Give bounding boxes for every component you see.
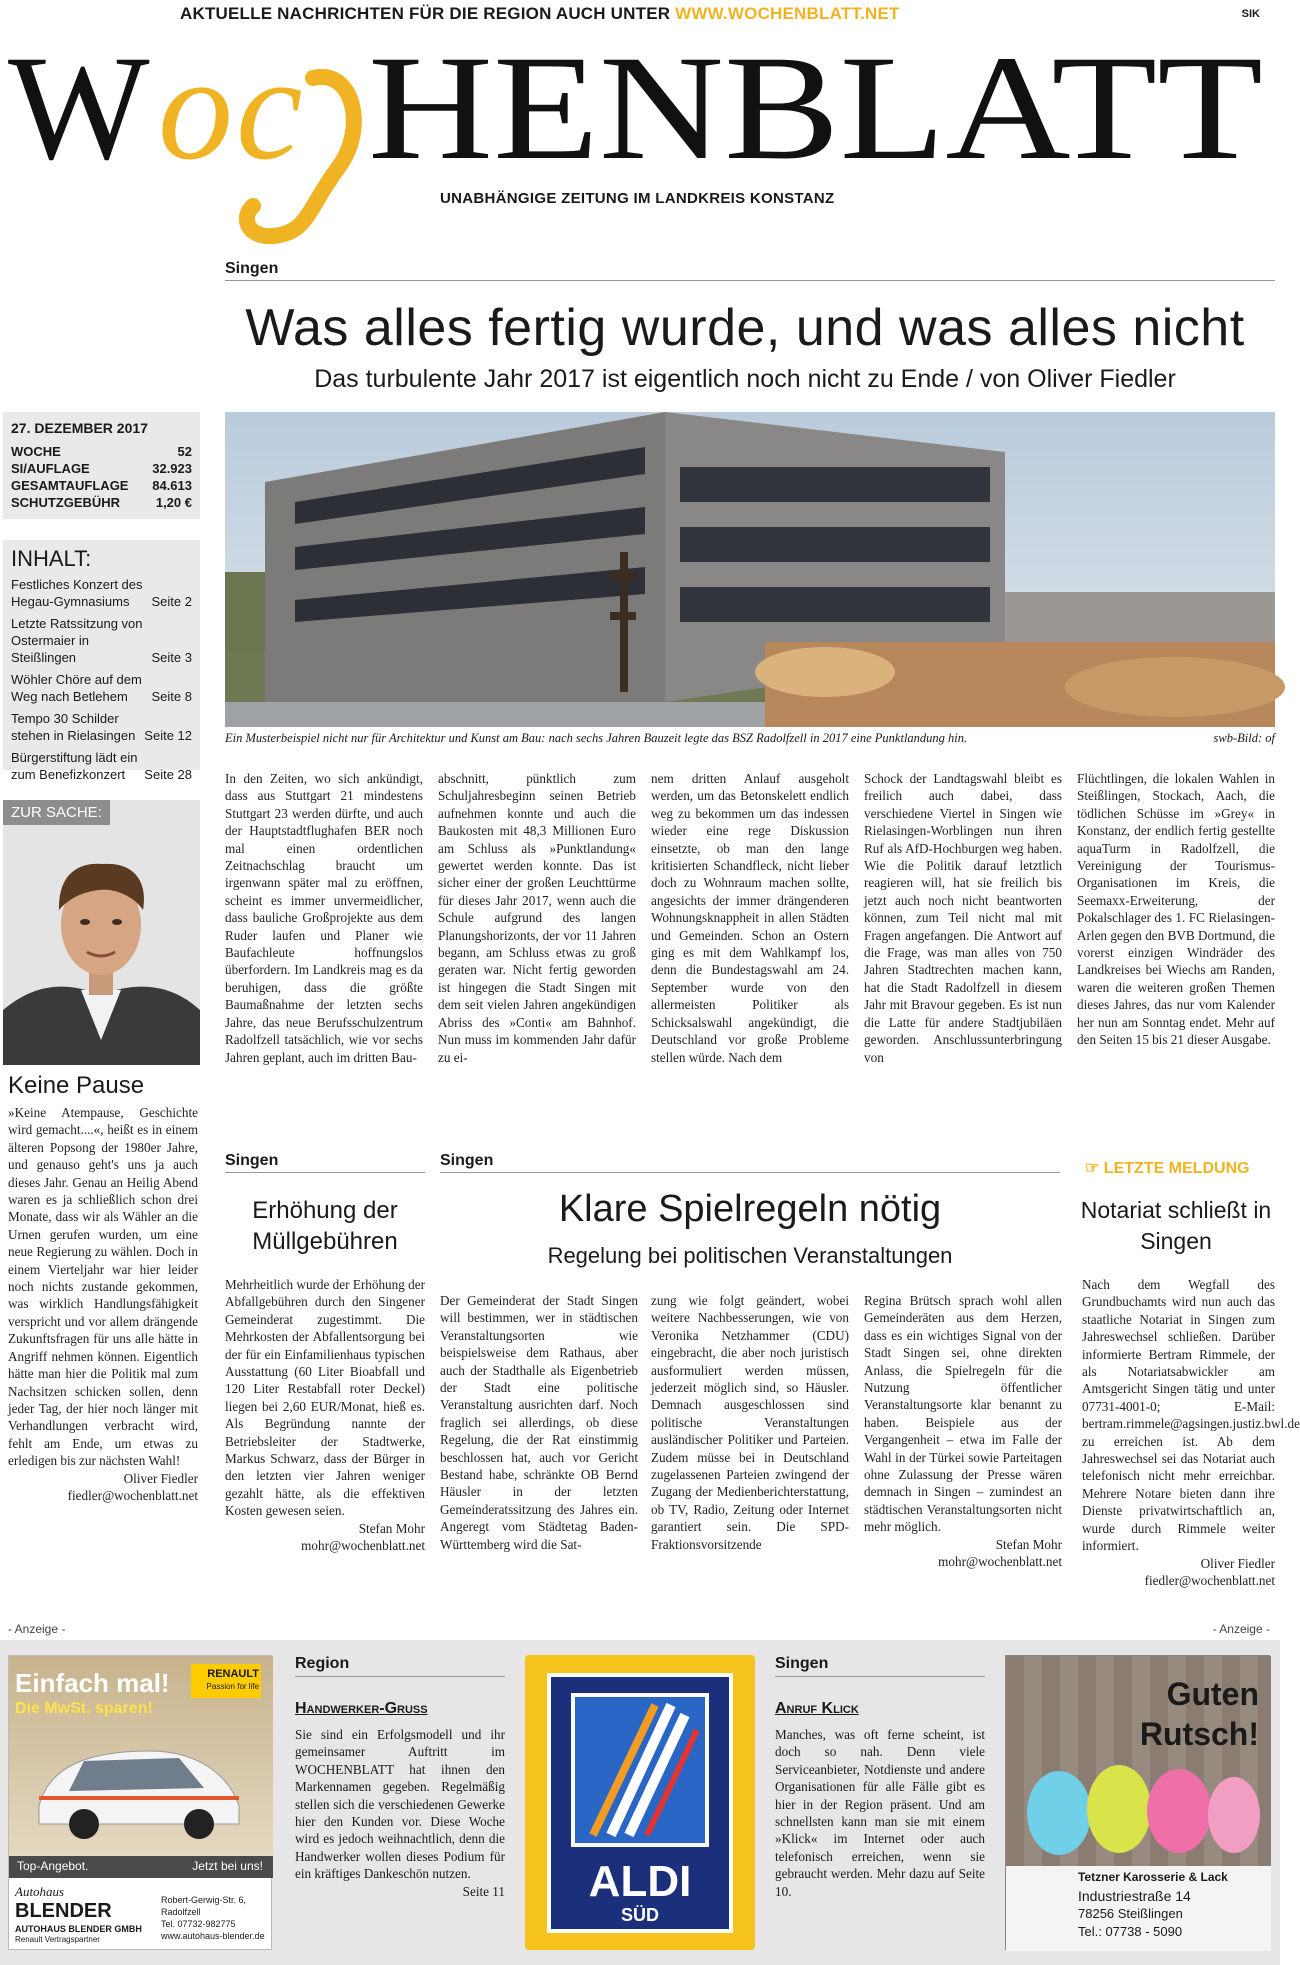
muell-body (225, 1276, 425, 1616)
lead-photo (225, 412, 1275, 727)
tetzner-headline-1: Guten (1166, 1676, 1259, 1712)
logo-letter-w: W (8, 25, 150, 191)
lead-subhead: Das turbulente Jahr 2017 ist eigentlich noch nicht zu Ende / von Oliver Fiedler (314, 365, 1176, 393)
notariat-body (1082, 1276, 1300, 1616)
logo-letters-rest: HENBLATT (368, 25, 1263, 191)
lead-column: abschnitt, pünktlich zum Schuljahresbeginn seinen Betrieb aufnehmen konnte und auch die Baukosten mit 48,3 Millionen Euro am Schluss als »Punktlandung« gewertet werden konnte. Das ist sicher einer der großen Leuchttürme für dieses Jahr 2017, wenn auch die Schule aufgrund des langen Planungshorizonts, der vor 11 Jahren begann, am Schluss etwas zu groß geraten war. Nicht fertig geworden ist hingegen die Stadt Singen mit dem seit vielen Jahren angekündigen Abriss des »Conti« am Bahnhof. Nun muss im kommenden Jahr dafür zu ei- (438, 771, 636, 1065)
lead-column: nem dritten Anlauf ausgeholt werden, um das Betonskelett endlich weg zu bekommen um das indessen wieder eine rege Diskussion einsetzte, ob man den lange kritisierten Schandfleck, nicht lieber doch zu Wohnraum machen sollte, angesichts der immer drängenderen Wohnungsknappheit in allen Städten und Gemeinden. Schon an Ostern ging es mit dem Wahlkampf los, denn die Bundestagswahl am 24. September wurde von den allermeisten Politiker als Schicksalswahl angekündigt, die Deutschland vor große Probleme stellen würde. Nach dem (651, 771, 849, 1065)
dealer-contact: Robert-Gerwig-Str. 6, Radolfzell Tel. 07732-982775 www.autohaus-blender.de (161, 1895, 265, 1941)
masthead-tagline: UNABHÄNGIGE ZEITUNG IM LANDKREIS KONSTANZ (440, 190, 835, 207)
topline-text: AKTUELLE NACHRICHTEN FÜR DIE REGION AUCH UNTER (180, 4, 671, 23)
section-divider (775, 1676, 985, 1677)
handwerker-page[interactable]: Seite 11 (462, 1883, 505, 1899)
author-portrait (3, 800, 200, 1065)
section-label-region: Region (295, 1655, 350, 1672)
section-label-singen: Singen (225, 260, 279, 277)
commentary-text: »Keine Atempause, Geschichte wird gemacht....«, heißt es in einem älteren Popsong der 1980er Jahre, und genauso geht's uns ja auch dieses Jahr. Genau an Heilig Abend waren es ja schließlich schon drei Monate, dass wir als Wähler an die Urnen gerufen wurden, um eine neue Regierung zu wählen. Doch in einem Vierteljahr war hier leider noch nichts zustande gekommen, was wirklich Handlungsfähigkeit verspricht und vor allem drängende Zukunftsfragen für uns alle hätte in Angriff nehmen können. Eigentlich hätte man hier die Politik mal zum Nachsitzen schicken sollen, denn jeder Tag, der hier noch länger mit Verhandlungen verbracht wird, fehlt am Ende, um etwas zu erledigen bis zur nächsten Wahl! (8, 1105, 198, 1469)
notariat-author: Oliver Fiedler (1200, 1555, 1275, 1571)
commentary-body (8, 1104, 198, 1614)
tetzner-ad[interactable] (1005, 1655, 1270, 1950)
tetzner-city: 78256 Steißlingen (1078, 1906, 1183, 1921)
regeln-column: zung wie folgt geändert, wobei weitere Nachbesserungen, wie von Veronika Netzhammer (CDU) eingebracht, die aber noch juristisch ausformuliert werden müssen, jederzeit möglich sind, so Häusler. Demnach ausgeschlossen sind politische Veranstaltungen ausländischer Politiker und Parteien. Zudem müsse bei in Deutschland zugelassenen Parteien zwingend der Zugang der Medienberichterstattung, ob TV, Radio, Zeitung oder Internet garantiert sein. Die SPD-Fraktionsvorsitzende (651, 1293, 849, 1552)
regeln-column (864, 1292, 1062, 1612)
handwerker-body (295, 1726, 505, 1946)
logo-letter-o: o (158, 25, 233, 191)
commentary-tag: ZUR SACHE: (3, 800, 110, 825)
notariat-headline: Notariat schließt in Singen (1080, 1197, 1272, 1254)
aldi-region: SÜD (620, 1905, 659, 1925)
issue-date: 27. DEZEMBER 2017 (11, 420, 148, 436)
dealer-sub: Renault Vertragspartner (15, 1935, 100, 1944)
renault-badge-right: Jetzt bei uns! (192, 1859, 263, 1873)
lead-column: Flüchtlingen, die lokalen Wahlen in Steißlingen, Stockach, Aach, die tödlichen Schüsse im »Grey« in Konstanz, der endlich fertig gestellte aquaTurm in Radolfzell, die Vereinigung der Tourismus-Organisationen im Kreis, die Seemaxx-Erweiterung, der Pokalschlager des 1. FC Rielasingen-Arlen gegen den BVB Dortmund, die vorerst einzigen Windräder des Landkreises bei Wiechs am Randen, waren die weiteren großen Themen dieses Jahres, das nur vom Kalender her nun am Sonntag endet. Mehr auf den Seiten 15 bis 21 dieser Ausgabe. (1077, 771, 1275, 1048)
regeln-text: Regina Brütsch sprach wohl allen Gemeinderäten aus dem Herzen, dass es ein wichtiges Signal von der Stadt Singen sei, ohne direkten Anlass, die Spielregeln für die Nutzung öffentlicher Veranstaltungsorte klar benannt zu haben. Beispiele aus der Vergangenheit – etwa im Falle der Wahl in der Türkei sowie Parteitagen ohne Zulassung der Presse wären demnach in Singen – zumindest an städtischen Veranstaltungsorten nicht mehr möglich. (864, 1293, 1062, 1535)
notariat-text: Nach dem Wegfall des Grundbuchamts wird nun auch das staatliche Notariat in Singen zum Jahreswechsel schließen. Darüber informierte Bertram Rimmele, der als Notariatsabwickler am Amtsgericht Singen tätig und unter 07731-4001-0; E-Mail: bertram.rimmele@agsingen.justiz.bwl.de zu erreichen ist. Ab dem Jahreswechsel sei das Notariat auch telefonisch nicht mehr erreichbar. Mehrere Notare bieten dann ihre Dienste privatwirtschaftlich an, wurde durch Rimmele weiter informiert. (1082, 1277, 1300, 1554)
renault-subline: Die MwSt. sparen! (15, 1700, 153, 1717)
handwerker-headline[interactable]: Handwerker-Gruss (295, 1700, 428, 1717)
section-divider (225, 280, 1275, 281)
issue-row: WOCHE 52 (11, 444, 192, 459)
renault-badge-left: Top-Angebot. (17, 1859, 89, 1873)
muell-headline: Erhöhung der Müllgebühren (252, 1197, 398, 1255)
dealer-script: Autohaus (15, 1884, 65, 1899)
car-icon (29, 1736, 249, 1841)
tetzner-headline-2: Rutsch! (1139, 1716, 1259, 1752)
latest-news-label: ☞ LETZTE MELDUNG (1085, 1160, 1250, 1177)
regeln-author: Stefan Mohr (995, 1536, 1062, 1552)
lead-headline: Was alles fertig wurde, und was alles nicht (245, 299, 1245, 357)
issue-info-box (3, 412, 200, 519)
easter-eggs-icon (1014, 1751, 1264, 1861)
lead-column: In den Zeiten, wo sich ankündigt, dass aus Stuttgart 21 mindestens Stuttgart 23 werden dürfte, und auch der Hauptstadtflughafen BER noch mal einen ordentlichen Zeitnachschlag braucht um irgenwann später mal zu eröffnen, scheint es immer unvermeidlicher, dass bauliche Großprojekte aus dem Ruder laufen und Planer wie Baufachleute hoffnungslos überfordern. Im Landkreis mag es da beruhigen, dass die größte Baumaßnahme der letzten sechs Jahre, das neue Berufsschulzentrum Radolfzell tatsächlich, wie vor sechs Jahren geplant, auch im dritten Bau- (225, 771, 423, 1065)
dealer-name: AUTOHAUS BLENDER GMBH (15, 1924, 142, 1934)
regeln-subhead: Regelung bei politischen Veranstaltungen (547, 1243, 953, 1268)
renault-ad[interactable] (8, 1655, 272, 1950)
section-label-singen: Singen (225, 1152, 279, 1169)
toc-item[interactable]: Letzte Ratssitzung von Ostermaier in Steißlingen Seite 3 (11, 616, 192, 665)
tetzner-company: Tetzner Karosserie & Lack (1078, 1870, 1228, 1884)
klick-body: Manches, was oft ferne scheint, ist doch so nah. Denn viele Serviceanbieter, Notdienste und andere Organisationen für alle Fälle gibt es hier in der Region präsent. Und am schnellsten kann man sie mit einem »Klick« im Internet oder auch telefonisch erreichen, wenn sie gebraucht werden. Mehr dazu auf Seite 10. (775, 1727, 985, 1899)
tetzner-street: Industriestraße 14 (1078, 1888, 1191, 1904)
regeln-column: Der Gemeinderat der Stadt Singen will bestimmen, wer in städtischen Veranstaltungsorten wie beispielsweise dem Rathaus, aber auch der Stadthalle als Eigenbetrieb der Stadt eine politische Veranstaltung ausrichten darf. Noch fraglich sei allerdings, ob diese Regelung, die der Rat einstimmig beschlossen hat, auch vor Gericht Bestand habe, schränkte OB Bernd Häusler in der letzten Gemeinderatssitzung des Jahres ein. Angeregt vom Städtetag Baden-Württemberg wird die Sat- (440, 1293, 638, 1552)
section-label-singen: Singen (440, 1152, 494, 1169)
issue-row: SCHUTZGEBÜHR 1,20 € (11, 495, 192, 510)
photo-credit: swb-Bild: of (1213, 731, 1275, 745)
toc-item[interactable]: Wöhler Chöre auf dem Weg nach Betlehem Seite 8 (11, 672, 192, 704)
ad-label: - Anzeige - (8, 1622, 66, 1636)
klick-headline[interactable]: Anruf Klick (775, 1700, 859, 1717)
topline-url[interactable]: WWW.WOCHENBLATT.NET (675, 4, 900, 23)
photo-caption: Ein Musterbeispiel nicht nur für Architektur und Kunst am Bau: nach sechs Jahren Bauzeit legte das BSZ Radolfzell in 2017 eine Punktlandung hin. (225, 731, 968, 745)
handwerker-text: Sie sind ein Erfolgsmodell und ihr gemeinsamer Auftritt im WOCHENBLATT hat ihnen den Markennamen gegeben. Regelmäßig stellen sich die verschiedenen Gewerke hier den Kunden vor. Diese Woche wird es jedoch weihnachtlich, denn die Handwerker wollen dieses Podium für ein kräftiges Dankeschön nutzen. (295, 1727, 505, 1882)
aldi-wordmark: ALDI (588, 1857, 692, 1906)
issue-row: GESAMTAUFLAGE 84.613 (11, 478, 192, 493)
muell-author: Stefan Mohr (358, 1520, 425, 1536)
commentary-author: Oliver Fiedler (123, 1470, 198, 1486)
aldi-logo-icon (547, 1673, 733, 1933)
aldi-ad[interactable] (525, 1655, 755, 1950)
photo-caption-row (225, 731, 1275, 746)
dealer-logo: BLENDER (15, 1900, 112, 1922)
notariat-email[interactable]: fiedler@wochenblatt.net (1144, 1572, 1275, 1588)
toc-item[interactable]: Tempo 30 Schilder stehen in Rielasingen Seite 12 (11, 711, 192, 743)
newspaper-logo (8, 18, 1270, 250)
section-divider (440, 1172, 1060, 1173)
toc-title: INHALT: (11, 546, 92, 571)
muell-email[interactable]: mohr@wochenblatt.net (301, 1538, 425, 1554)
lead-column: Schock der Landtagswahl bleibt es freilich auch dabei, dass verschiedene Viertel in Singen wie Rielasingen-Worblingen nun ihren Ruf als AfD-Hochburgen weg haben. Wie die Politik darauf letztlich reagieren will, hat sie freilich bis jetzt auch noch nicht beantworten können, zum Teil nicht mal mit Fragen angefangen. Die Antwort auf die Frage, was man alles von 750 Jahren Stadtrechten machen kann, hat die Stadt Radolfzell in diesem Jahr mit Bravour gegeben. Es ist nun die Latte für andere Stadtjubiläen geworden. Anschlussunterbringung von (864, 771, 1062, 1065)
commentary-email[interactable]: fiedler@wochenblatt.net (67, 1487, 198, 1503)
commentary-title: Keine Pause (8, 1072, 145, 1099)
regeln-email[interactable]: mohr@wochenblatt.net (938, 1554, 1062, 1570)
renault-headline: Einfach mal! (15, 1668, 170, 1698)
ad-label: - Anzeige - (1212, 1622, 1270, 1636)
toc-item[interactable]: Bürgerstiftung lädt ein zum Benefizkonzert Seite 28 (11, 750, 192, 782)
tetzner-phone: Tel.: 07738 - 5090 (1078, 1924, 1183, 1939)
toc-item[interactable]: Festliches Konzert des Hegau-Gymnasiums Seite 2 (11, 577, 192, 609)
muell-text: Mehrheitlich wurde der Erhöhung der Abfallgebühren durch den Singener Gemeinderat zugestimmt. Die Mehrkosten der Abfallentsorgung bei der für ein Einfamilienhaus typischen Ausstattung (60 Liter Bioabfall und 120 Liter Restabfall roter Deckel) liegen bei 2,60 EUR/Monat, hieß es. Als Begründung nannte der Betriebsleiter der Stadtwerke, Markus Schwarz, dass der Bürger in den letzten vier Jahren weniger gezahlt hätte, als die effektiven Kosten gewesen seien. (225, 1277, 425, 1519)
edition-code: SIK (1241, 8, 1260, 20)
issue-row: SI/AUFLAGE 32.923 (11, 461, 192, 476)
logo-letter-c: c (236, 25, 303, 191)
section-divider (225, 1172, 425, 1173)
section-divider (295, 1676, 505, 1677)
renault-brand-sub: Passion for life (206, 1682, 259, 1691)
regeln-headline: Klare Spielregeln nötig (558, 1188, 942, 1230)
renault-brand: RENAULT (207, 1668, 259, 1680)
section-label-singen: Singen (775, 1655, 829, 1672)
table-of-contents (3, 540, 200, 782)
